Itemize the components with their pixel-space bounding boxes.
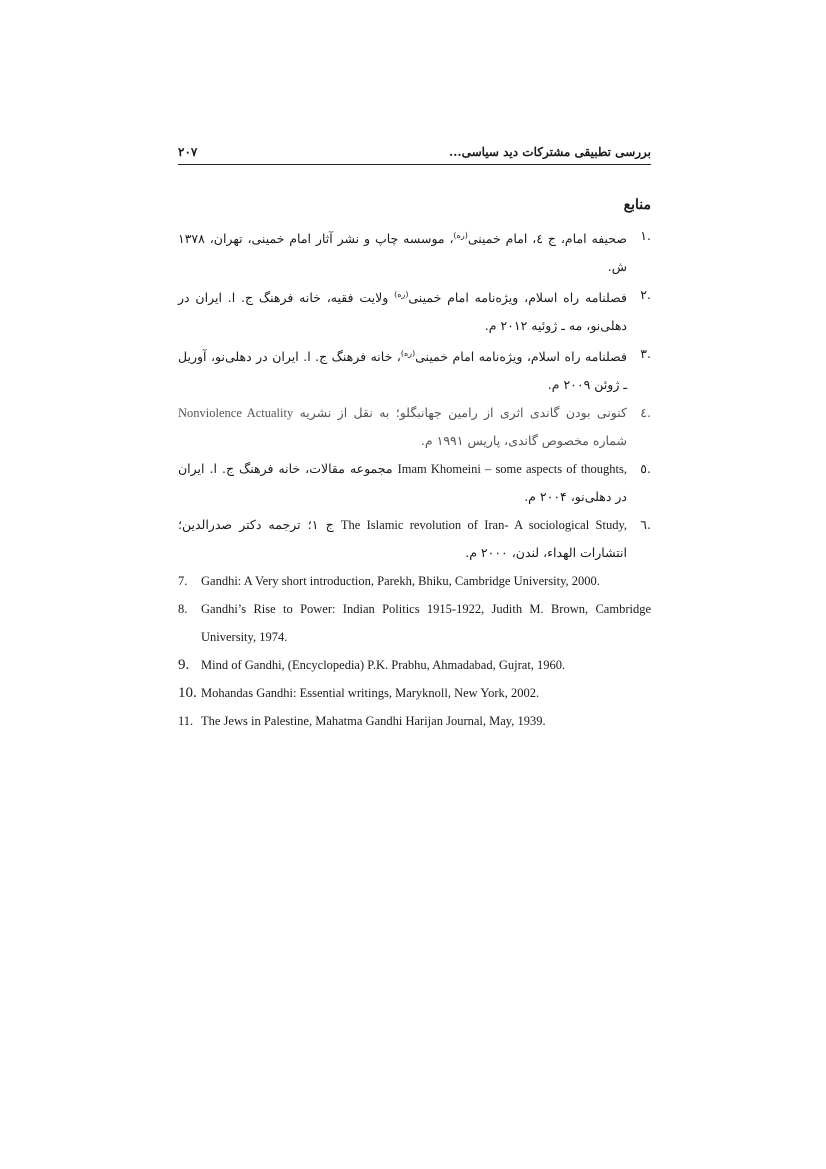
reference-list xyxy=(178,222,651,735)
reference-text: Gandhi: A Very short introduction, Parekh, Bhiku, Cambridge University, 2000. xyxy=(201,574,600,589)
reference-text: Gandhi’s Rise to Power: Indian Politics 1915-1922, Judith M. Brown, Cambridge University, 1974. xyxy=(201,602,651,645)
reference-item-4 xyxy=(178,399,651,455)
reference-number: .۱ xyxy=(640,228,651,243)
reference-text: Mind of Gandhi, (Encyclopedia) P.K. Prabhu, Ahmadabad, Gujrat, 1960. xyxy=(201,658,566,673)
reference-latin-title: Imam Khomeini – some aspects of thoughts, xyxy=(397,462,628,477)
reference-latin-title: Nonviolence Actuality xyxy=(178,406,294,421)
reference-text: ج ۱؛ ترجمه دکتر صدرالدین؛ انتشارات الهداء، لندن، ۲۰۰۰ م. xyxy=(178,517,627,561)
reference-text: فصلنامه راه اسلام، ویژه‌نامه امام خمینی xyxy=(415,349,627,365)
reference-item-1 xyxy=(178,222,651,281)
reference-item-5 xyxy=(178,455,651,511)
reference-item-2 xyxy=(178,281,651,340)
reference-text: شماره مخصوص گاندی، پاریس ۱۹۹۱ م. xyxy=(420,433,627,449)
page-header xyxy=(178,140,651,165)
reference-text: ، موسسه چاپ و نشر آثار امام خمینی، تهران، ۱۳۷۸ ش. xyxy=(178,231,627,275)
reference-number: 10. xyxy=(178,685,197,702)
reference-number: .٥ xyxy=(640,461,651,477)
reference-text: Mohandas Gandhi: Essential writings, Maryknoll, New York, 2002. xyxy=(201,686,540,701)
page-number: ۲۰۷ xyxy=(178,145,198,159)
reference-item-10 xyxy=(178,679,651,707)
reference-number: .۲ xyxy=(640,287,651,303)
reference-text: صحیفه امام، ج ٤، امام خمینی xyxy=(467,231,627,247)
reference-item-7 xyxy=(178,567,651,595)
reference-text: فصلنامه راه اسلام، ویژه‌نامه امام خمینی xyxy=(408,290,627,306)
superscript: (ره) xyxy=(400,349,416,359)
reference-text: The Jews in Palestine, Mahatma Gandhi Harijan Journal, May, 1939. xyxy=(201,714,546,729)
reference-text: کنونی بودن گاندی اثری از رامین جهانبگلو؛ به نقل از نشریه xyxy=(293,405,627,421)
reference-text: مجموعه مقالات، خانه فرهنگ ج. ا. ایران در دهلی‌نو، ۲۰۰۴ م. xyxy=(178,461,627,505)
reference-number: .٦ xyxy=(640,517,651,533)
reference-text: ولایت فقیه، خانه فرهنگ ج. ا. ایران در دهلی‌نو، مه ـ ژوئیه ۲۰۱۲ م. xyxy=(178,290,627,334)
reference-latin-title: The Islamic revolution of Iran- A sociological Study, xyxy=(340,518,628,533)
superscript: (ره) xyxy=(394,290,409,300)
reference-number: .٤ xyxy=(640,405,651,421)
reference-item-9 xyxy=(178,651,651,679)
reference-item-8 xyxy=(178,595,651,651)
running-title: بررسی تطبیقی مشترکات دید سیاسی... xyxy=(449,145,651,159)
superscript: (ره) xyxy=(453,231,468,240)
reference-number: .۳ xyxy=(640,346,651,362)
reference-number: 8. xyxy=(178,602,188,617)
reference-number: 11. xyxy=(178,714,194,729)
document-page xyxy=(178,140,651,729)
reference-item-6 xyxy=(178,511,651,567)
reference-number: 9. xyxy=(178,657,190,674)
reference-item-11 xyxy=(178,707,651,735)
reference-number: 7. xyxy=(178,574,188,589)
reference-text: ، خانه فرهنگ ج. ا. ایران در دهلی‌نو، آوریل ـ ژوئن ۲۰۰۹ م. xyxy=(178,349,627,393)
section-title: منابع xyxy=(623,197,651,213)
reference-item-3 xyxy=(178,340,651,399)
